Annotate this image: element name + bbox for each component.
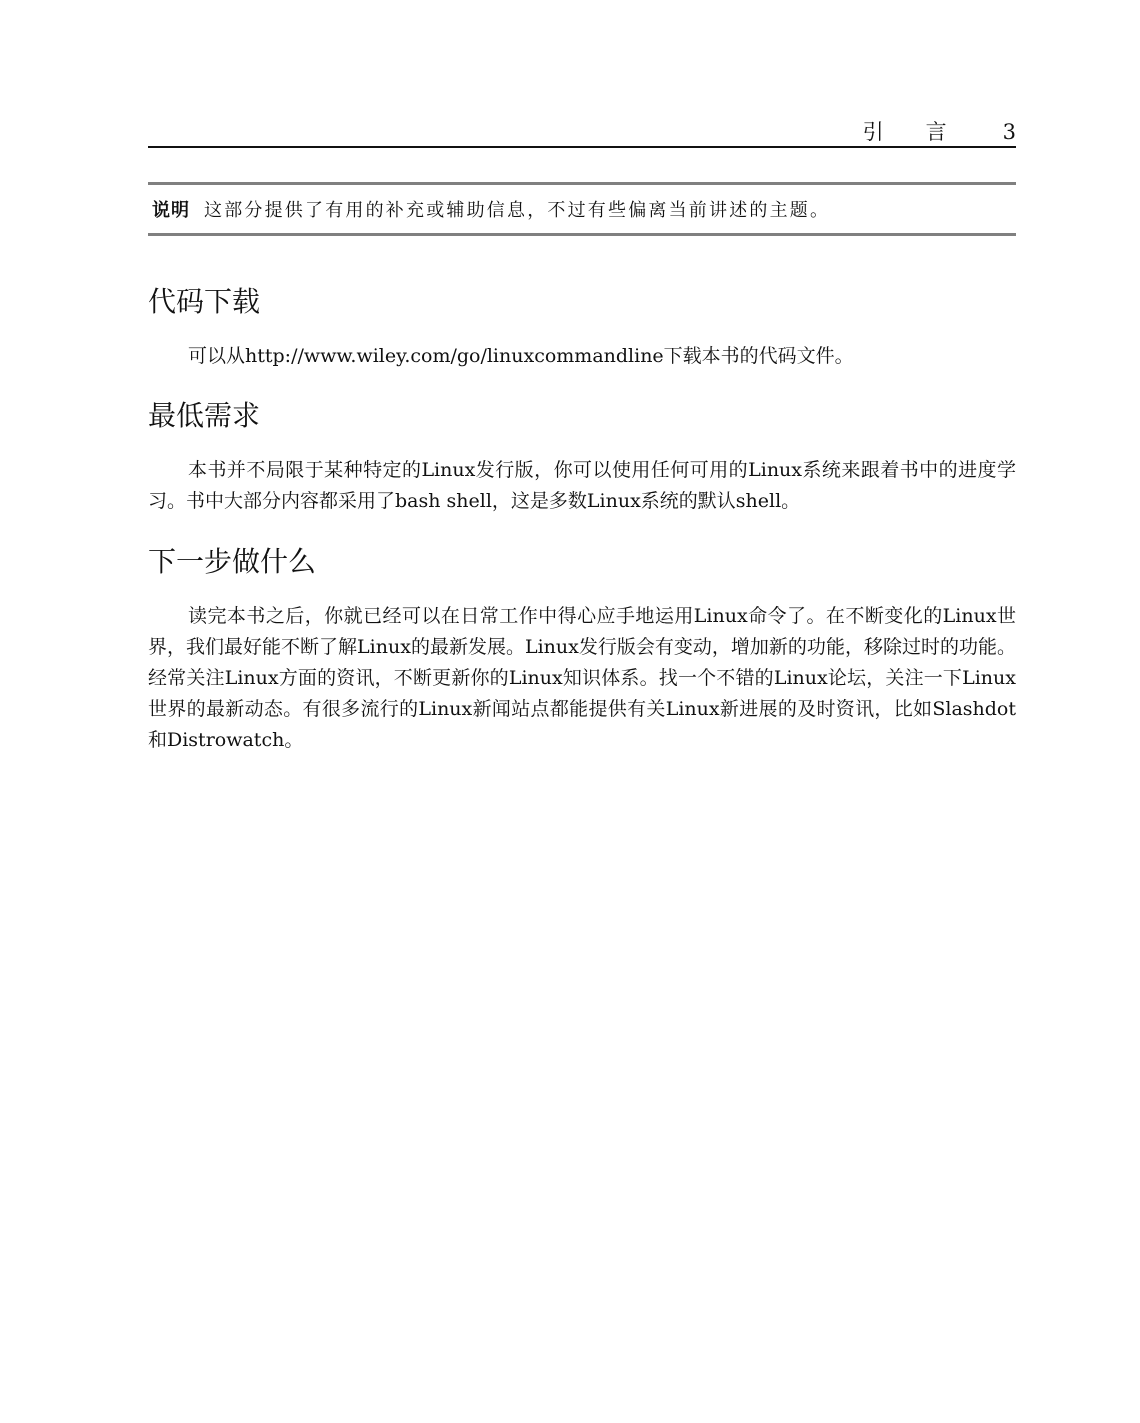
section-body-requirements: 本书并不局限于某种特定的Linux发行版，你可以使用任何可用的Linux系统来跟着书中的进度学习。书中大部分内容都采用了bash shell，这是多数Linux系统的默认shell。 (148, 459, 1016, 512)
running-header (863, 118, 1016, 146)
section-body-next-steps: 读完本书之后，你就已经可以在日常工作中得心应手地运用Linux命令了。在不断变化的Linux世界，我们最好能不断了解Linux的最新发展。Linux发行版会有变动，增加新的功能，移除过时的功能。经常关注Linux方面的资讯，不断更新你的Linux知识体系。找一个不错的Linux论坛，关注一下Linux世界的最新动态。有很多流行的Linux新闻站点都能提供有关Linux新进展的及时资讯，比如Slashdot和Distrowatch。 (148, 605, 1016, 751)
section-body-code-download: 可以从http://www.wiley.com/go/linuxcommandline下载本书的代码文件。 (188, 345, 854, 367)
note-box (148, 182, 1016, 236)
note-text: 这部分提供了有用的补充或辅助信息，不过有些偏离当前讲述的主题。 (204, 200, 831, 221)
running-header-title: 引言 (862, 120, 989, 144)
section-heading-requirements: 最低需求 (148, 399, 261, 432)
page-number: 3 (1002, 120, 1016, 144)
section-heading-next-steps: 下一步做什么 (148, 545, 317, 578)
note-label: 说明 (152, 200, 190, 221)
section-heading-code-download: 代码下载 (148, 285, 261, 318)
header-rule (148, 146, 1016, 148)
